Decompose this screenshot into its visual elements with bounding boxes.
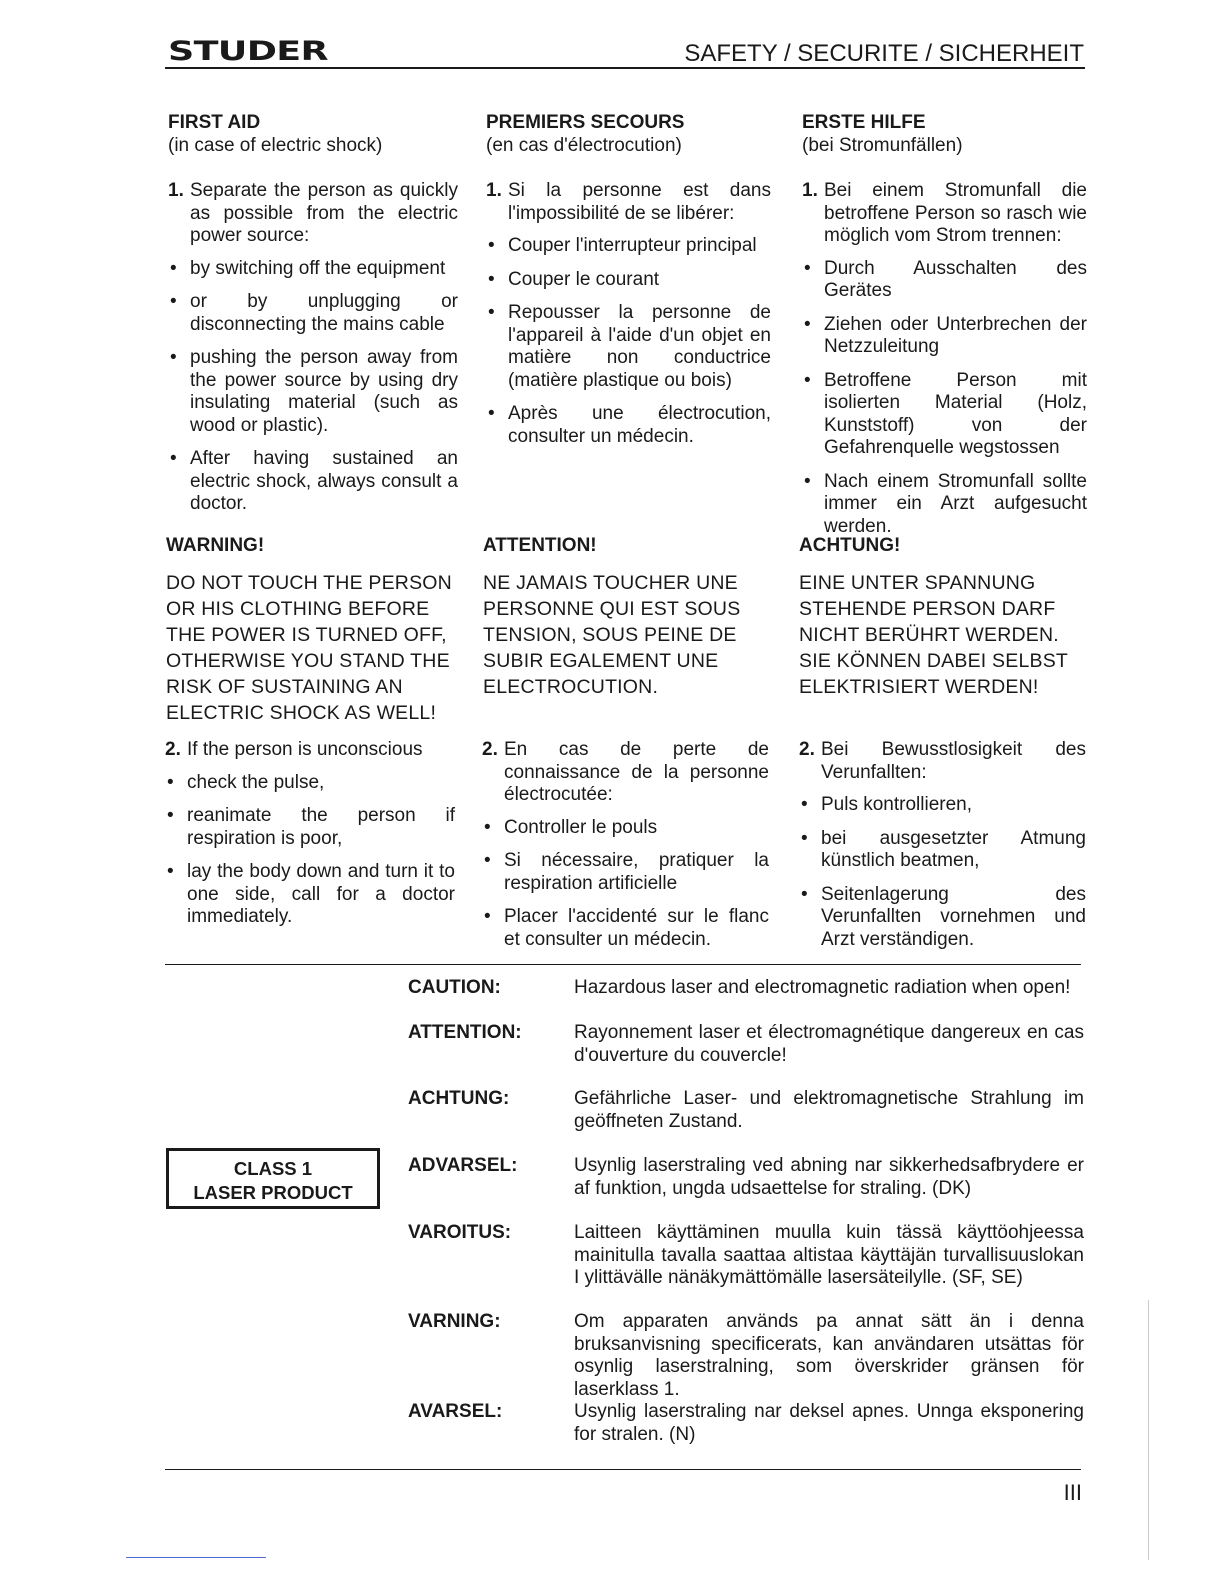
laser-class-label xyxy=(166,1148,380,1209)
section-subtitle: (in case of electric shock) xyxy=(168,134,383,156)
laser-class-line-1: CLASS 1 xyxy=(233,1158,313,1179)
list-item: • Placer l'accidenté sur le flanc et consulter un médecin. xyxy=(482,906,769,951)
warning-english xyxy=(166,535,466,726)
scan-edge xyxy=(1148,1300,1149,1560)
list-item: • Nach einem Stromunfall sollte immer ein Arzt aufgesucht werden. xyxy=(802,471,1087,539)
caution-text: Usynlig laserstraling nar deksel apnes. Unnga eksponering for stralen. (N) xyxy=(574,1401,1084,1445)
step-2-list xyxy=(482,817,769,952)
step-text: Si la personne est dans l'impossibilité de se libérer: xyxy=(508,180,771,224)
caution-text: Rayonnement laser et électromagnétique dangereux en cas d'ouverture du couvercle! xyxy=(574,1022,1084,1066)
warning-text: NE JAMAIS TOUCHER UNE PERSONNE QUI EST SOUS TENSION, SOUS PEINE DE SUBIR EGALEMENT UNE ELECTROCUTION. xyxy=(483,571,741,698)
laser-class-line-2: LASER PRODUCT xyxy=(193,1182,353,1203)
list-item: • Controller le pouls xyxy=(482,817,769,840)
warning-title: ACHTUNG! xyxy=(799,535,901,556)
caution-label: ADVARSEL: xyxy=(408,1155,518,1176)
caution-text: Laitteen käyttäminen muulla kuin tässä käyttöohjeessa mainitulla tavalla saattaa altistaa käyttäjän turvallisuuslokan I ylittävälle nänäkymättömälle lasersäteilylle. (SF, SE) xyxy=(574,1222,1084,1288)
step-1 xyxy=(802,180,1087,248)
column-french xyxy=(486,112,771,459)
step-2-french xyxy=(482,739,769,962)
list-item: • lay the body down and turn it to one side, call for a doctor immediately. xyxy=(165,861,455,929)
list-item: • Seitenlagerung des Verunfallten vornehmen und Arzt verständigen. xyxy=(799,884,1086,952)
step-2-english xyxy=(165,739,455,940)
step-1-list xyxy=(802,258,1087,539)
section-title: FIRST AID xyxy=(168,112,261,133)
list-item: • pushing the person away from the power source by using dry insulating material (such as wood or plastic). xyxy=(168,347,458,437)
list-item: • bei ausgesetzter Atmung künstlich beatmen, xyxy=(799,828,1086,873)
step-2-list xyxy=(165,772,455,929)
caution-label: VARNING: xyxy=(408,1311,501,1332)
footer-divider xyxy=(165,1469,1081,1470)
column-german xyxy=(802,112,1087,549)
caution-label: ATTENTION: xyxy=(408,1022,522,1043)
step-number: 2. xyxy=(799,739,815,760)
caution-label: ACHTUNG: xyxy=(408,1088,510,1109)
list-item: • Ziehen oder Unterbrechen der Netzzuleitung xyxy=(802,314,1087,359)
list-item: • check the pulse, xyxy=(165,772,455,795)
step-number: 2. xyxy=(165,739,181,760)
step-text: Bei einem Stromunfall die betroffene Person so rasch wie möglich vom Strom trennen: xyxy=(824,180,1087,246)
header-divider xyxy=(165,67,1085,69)
step-1-list xyxy=(486,235,771,448)
list-item: • Betroffene Person mit isolierten Material (Holz, Kunststoff) von der Gefahrenquelle wegstossen xyxy=(802,370,1087,460)
page-header-title: SAFETY / SECURITE / SICHERHEIT xyxy=(684,40,1084,67)
page-number: III xyxy=(1063,1480,1082,1505)
list-item: • Couper l'interrupteur principal xyxy=(486,235,771,258)
step-number: 1. xyxy=(168,180,184,201)
warning-text: EINE UNTER SPANNUNG STEHENDE PERSON DARF NICHT BERÜHRT WERDEN. SIE KÖNNEN DABEI SELBST ELEKTRISIERT WERDEN! xyxy=(799,571,1068,698)
section-title: ERSTE HILFE xyxy=(802,112,926,133)
list-item: • Si nécessaire, pratiquer la respiration artificielle xyxy=(482,850,769,895)
list-item: • or by unplugging or disconnecting the mains cable xyxy=(168,291,458,336)
step-1-list xyxy=(168,258,458,516)
step-2 xyxy=(482,739,769,807)
section-divider xyxy=(165,964,1081,965)
list-item: • Repousser la personne de l'appareil à l'aide d'un objet en matière non conductrice (matière plastique ou bois) xyxy=(486,302,771,392)
caution-text: Gefährliche Laser- und elektromagnetische Strahlung im geöffneten Zustand. xyxy=(574,1088,1084,1132)
warning-title: ATTENTION! xyxy=(483,535,597,556)
caution-text: Om apparaten används pa annat sätt än i denna bruksanvisning specificerats, kan användaren utsättas för osynlig laserstralning, som överskrider gränsen för laserklass 1. xyxy=(574,1311,1084,1400)
list-item: • Après une électrocution, consulter un médecin. xyxy=(486,403,771,448)
warning-german xyxy=(799,535,1089,700)
list-item: • Durch Ausschalten des Gerätes xyxy=(802,258,1087,303)
brand-logo: STUDER xyxy=(168,36,328,67)
step-number: 1. xyxy=(802,180,818,201)
step-2 xyxy=(165,739,455,762)
list-item: • Puls kontrollieren, xyxy=(799,794,1086,817)
caution-text: Hazardous laser and electromagnetic radiation when open! xyxy=(574,977,1071,998)
step-1 xyxy=(486,180,771,225)
column-english xyxy=(168,112,458,527)
list-item: • reanimate the person if respiration is poor, xyxy=(165,805,455,850)
step-2 xyxy=(799,739,1086,784)
caution-label: CAUTION: xyxy=(408,977,501,998)
section-subtitle: (bei Stromunfällen) xyxy=(802,134,963,156)
caution-label: AVARSEL: xyxy=(408,1401,503,1422)
list-item: • by switching off the equipment xyxy=(168,258,458,281)
warning-french xyxy=(483,535,773,700)
step-text: En cas de perte de connaissance de la personne électrocutée: xyxy=(504,739,769,805)
section-subtitle: (en cas d'électrocution) xyxy=(486,134,682,156)
list-item: • After having sustained an electric shock, always consult a doctor. xyxy=(168,448,458,516)
list-item: • Couper le courant xyxy=(486,269,771,292)
scan-mark xyxy=(126,1557,266,1558)
step-1 xyxy=(168,180,458,248)
section-title: PREMIERS SECOURS xyxy=(486,112,685,133)
step-text: Bei Bewusstlosigkeit des Verunfallten: xyxy=(821,739,1086,783)
step-2-list xyxy=(799,794,1086,951)
step-number: 2. xyxy=(482,739,498,760)
step-text: Separate the person as quickly as possible from the electric power source: xyxy=(190,180,458,246)
step-number: 1. xyxy=(486,180,502,201)
warning-title: WARNING! xyxy=(166,535,265,556)
step-text: If the person is unconscious xyxy=(187,739,423,760)
caution-text: Usynlig laserstraling ved abning nar sikkerhedsafbrydere er af funktion, ungda udsaettelse for straling. (DK) xyxy=(574,1155,1084,1199)
step-2-german xyxy=(799,739,1086,962)
warning-text: DO NOT TOUCH THE PERSON OR HIS CLOTHING BEFORE THE POWER IS TURNED OFF, OTHERWISE YOU STAND THE RISK OF SUSTAINING AN ELECTRIC SHOCK AS WELL! xyxy=(166,571,452,724)
caution-label: VAROITUS: xyxy=(408,1222,512,1243)
